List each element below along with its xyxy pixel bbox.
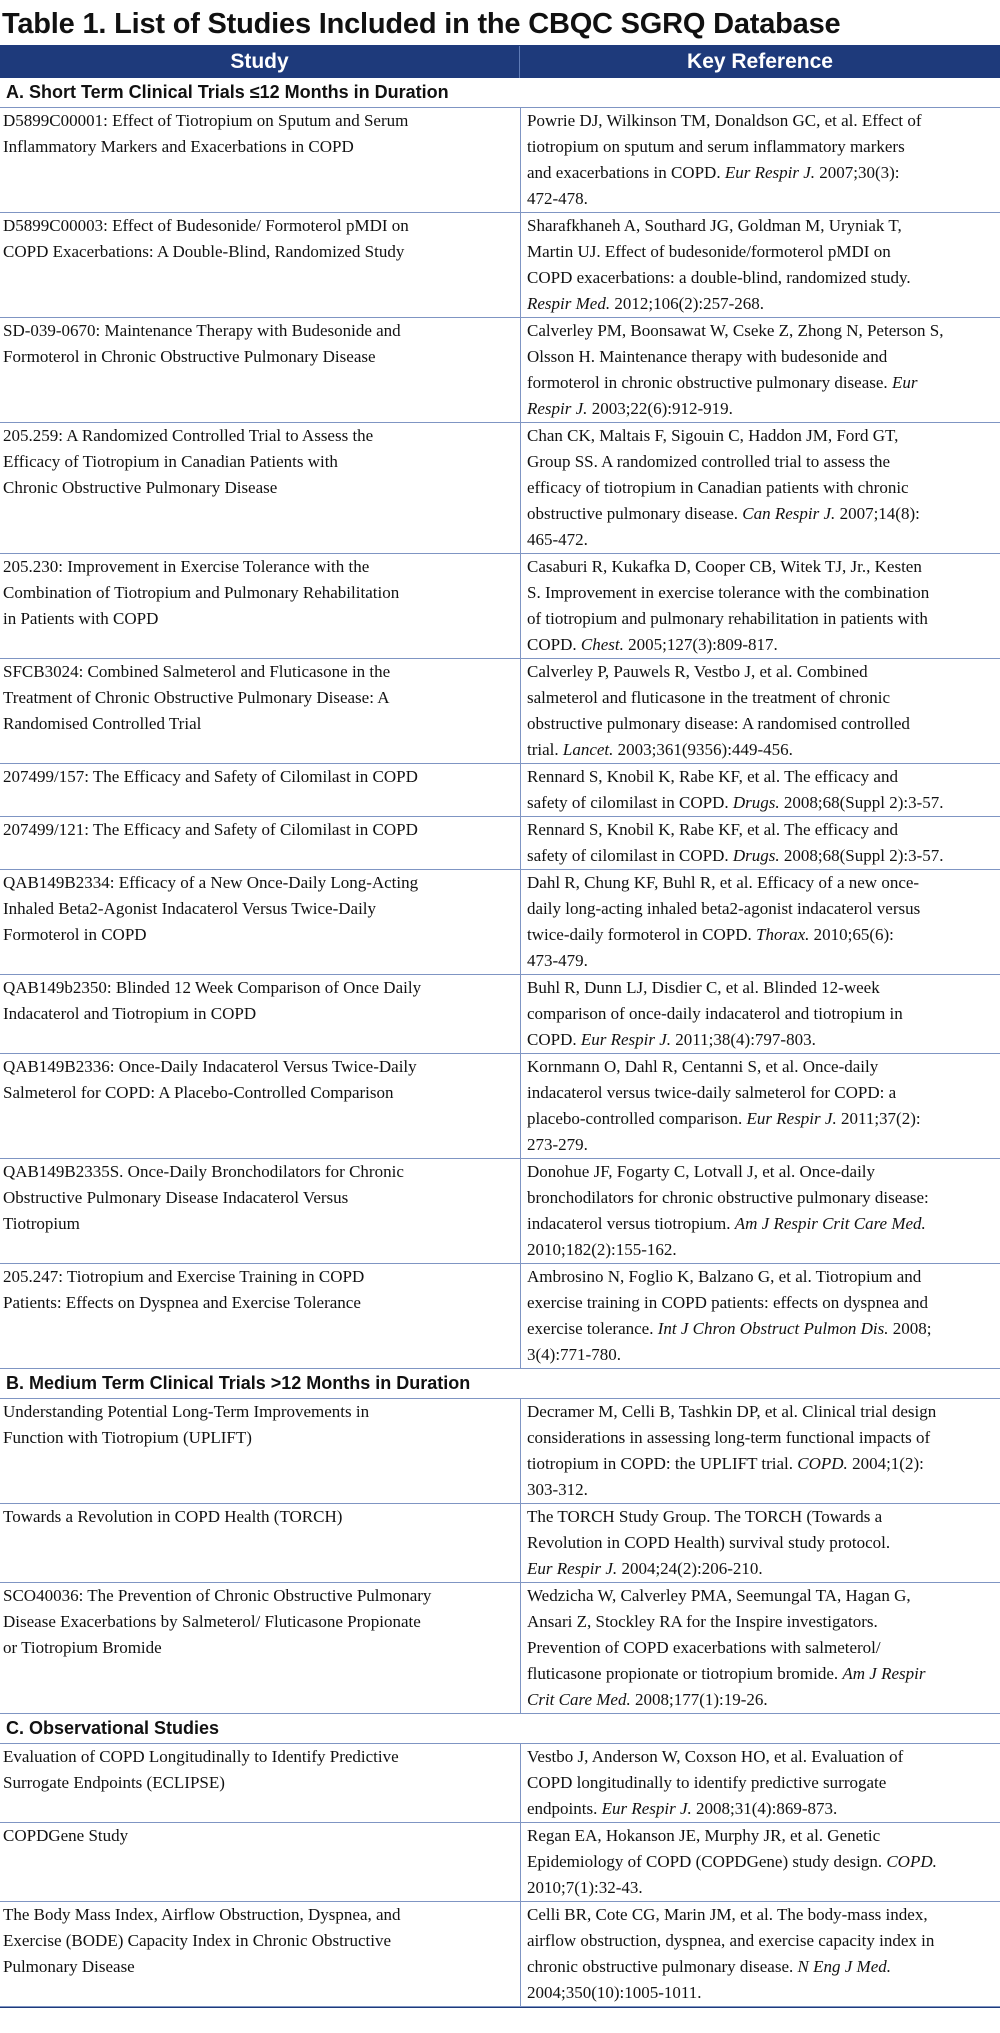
study-line: Exercise (BODE) Capacity Index in Chronic Obstructive bbox=[3, 1931, 392, 1950]
reference-cell bbox=[521, 1902, 1000, 2006]
reference-text: indacaterol versus twice-daily salmeterol for COPD: a bbox=[527, 1083, 897, 1102]
study-cell bbox=[0, 1054, 521, 1158]
reference-text: Calverley P, Pauwels R, Vestbo J, et al. Combined bbox=[527, 662, 868, 681]
journal-name: Thorax. bbox=[756, 925, 810, 944]
reference-text: Dahl R, Chung KF, Buhl R, et al. Efficacy of a new once- bbox=[527, 873, 920, 892]
study-line: Randomised Controlled Trial bbox=[3, 714, 202, 733]
journal-name: Am J Respir bbox=[842, 1664, 926, 1683]
reference-text: 2012;106(2):257-268. bbox=[610, 294, 765, 313]
reference-text: exercise training in COPD patients: effects on dyspnea and bbox=[527, 1293, 928, 1312]
reference-line bbox=[527, 1342, 996, 1368]
reference-text: Chan CK, Maltais F, Sigouin C, Haddon JM, Ford GT, bbox=[527, 426, 899, 445]
reference-cell bbox=[521, 1744, 1000, 1822]
table-title: Table 1. List of Studies Included in the CBQC SGRQ Database bbox=[2, 8, 841, 40]
reference-text: chronic obstructive pulmonary disease. bbox=[527, 1957, 798, 1976]
reference-cell bbox=[521, 1054, 1000, 1158]
reference-line bbox=[527, 685, 996, 711]
reference-text: 2008;68(Suppl 2):3-57. bbox=[779, 846, 944, 865]
journal-name: Crit Care Med. bbox=[527, 1690, 631, 1709]
study-line: Salmeterol for COPD: A Placebo-Controlled Comparison bbox=[3, 1083, 394, 1102]
table-row bbox=[0, 1583, 1000, 1714]
reference-text: COPD. bbox=[527, 1030, 581, 1049]
reference-line bbox=[527, 1530, 996, 1556]
reference-line bbox=[527, 449, 996, 475]
reference-cell bbox=[521, 1399, 1000, 1503]
reference-line bbox=[527, 1928, 996, 1954]
journal-name: Drugs. bbox=[732, 846, 780, 865]
reference-text: Ambrosino N, Foglio K, Balzano G, et al. Tiotropium and bbox=[527, 1267, 922, 1286]
reference-cell bbox=[521, 108, 1000, 212]
study-cell bbox=[0, 1264, 521, 1368]
reference-line bbox=[527, 1106, 996, 1132]
section-heading: B. Medium Term Clinical Trials >12 Months in Duration bbox=[0, 1369, 1000, 1399]
reference-text: 472-478. bbox=[527, 189, 588, 208]
reference-line bbox=[527, 737, 996, 763]
study-line: Towards a Revolution in COPD Health (TORCH) bbox=[3, 1507, 343, 1526]
study-line: QAB149B2334: Efficacy of a New Once-Daily Long-Acting bbox=[3, 873, 419, 892]
reference-line bbox=[527, 1451, 996, 1477]
study-line: Combination of Tiotropium and Pulmonary Rehabilitation bbox=[3, 583, 400, 602]
reference-cell bbox=[521, 1823, 1000, 1901]
reference-text: twice-daily formoterol in COPD. bbox=[527, 925, 756, 944]
table-row bbox=[0, 1504, 1000, 1583]
reference-text: 2008;177(1):19-26. bbox=[630, 1690, 768, 1709]
reference-text: placebo-controlled comparison. bbox=[527, 1109, 747, 1128]
journal-name: Respir J. bbox=[527, 399, 588, 418]
reference-text: obstructive pulmonary disease: A randomised controlled bbox=[527, 714, 910, 733]
reference-cell bbox=[521, 554, 1000, 658]
study-cell bbox=[0, 1823, 521, 1901]
reference-line bbox=[527, 1001, 996, 1027]
study-line: Inflammatory Markers and Exacerbations in COPD bbox=[3, 137, 354, 156]
reference-cell bbox=[521, 764, 1000, 816]
reference-cell bbox=[521, 1583, 1000, 1713]
reference-text: trial. bbox=[527, 740, 563, 759]
study-line: SD-039-0670: Maintenance Therapy with Budesonide and bbox=[3, 321, 401, 340]
reference-text: Kornmann O, Dahl R, Centanni S, et al. Once-daily bbox=[527, 1057, 879, 1076]
reference-text: COPD exacerbations: a double-blind, randomized study. bbox=[527, 268, 911, 287]
study-cell bbox=[0, 975, 521, 1053]
reference-line bbox=[527, 1185, 996, 1211]
reference-text: Vestbo J, Anderson W, Coxson HO, et al. Evaluation of bbox=[527, 1747, 904, 1766]
reference-text: 2003;22(6):912-919. bbox=[587, 399, 733, 418]
study-line: QAB149B2336: Once-Daily Indacaterol Versus Twice-Daily bbox=[3, 1057, 417, 1076]
reference-line bbox=[527, 1980, 996, 2006]
reference-line bbox=[527, 1132, 996, 1158]
table-row bbox=[0, 870, 1000, 975]
study-line: 205.230: Improvement in Exercise Tolerance with the bbox=[3, 557, 370, 576]
study-line: QAB149B2335S. Once-Daily Bronchodilators for Chronic bbox=[3, 1162, 404, 1181]
reference-line bbox=[527, 1425, 996, 1451]
reference-text: Casaburi R, Kukafka D, Cooper CB, Witek TJ, Jr., Kesten bbox=[527, 557, 922, 576]
reference-text: tiotropium on sputum and serum inflammatory markers bbox=[527, 137, 905, 156]
reference-line bbox=[527, 1477, 996, 1503]
reference-text: Rennard S, Knobil K, Rabe KF, et al. The efficacy and bbox=[527, 820, 898, 839]
reference-line bbox=[527, 1635, 996, 1661]
table-body bbox=[0, 78, 1000, 2007]
reference-text: S. Improvement in exercise tolerance with the combination bbox=[527, 583, 930, 602]
reference-text: 2004;24(2):206-210. bbox=[617, 1559, 763, 1578]
reference-line bbox=[527, 1954, 996, 1980]
reference-text: Olsson H. Maintenance therapy with budesonide and bbox=[527, 347, 888, 366]
reference-line bbox=[527, 948, 996, 974]
reference-text: Revolution in COPD Health) survival study protocol. bbox=[527, 1533, 891, 1552]
study-cell bbox=[0, 659, 521, 763]
reference-line bbox=[527, 1290, 996, 1316]
reference-line bbox=[527, 580, 996, 606]
section-heading: C. Observational Studies bbox=[0, 1714, 1000, 1744]
reference-text: Ansari Z, Stockley RA for the Inspire investigators. bbox=[527, 1612, 878, 1631]
reference-cell bbox=[521, 423, 1000, 553]
study-line: SFCB3024: Combined Salmeterol and Fluticasone in the bbox=[3, 662, 391, 681]
study-cell bbox=[0, 213, 521, 317]
reference-line bbox=[527, 896, 996, 922]
journal-name: Am J Respir Crit Care Med. bbox=[734, 1214, 926, 1233]
journal-name: COPD. bbox=[886, 1852, 937, 1871]
reference-line bbox=[527, 1237, 996, 1263]
reference-text: Buhl R, Dunn LJ, Disdier C, et al. Blinded 12-week bbox=[527, 978, 880, 997]
reference-text: Sharafkhaneh A, Southard JG, Goldman M, Uryniak T, bbox=[527, 216, 902, 235]
journal-name: Eur bbox=[891, 373, 918, 392]
table-row bbox=[0, 423, 1000, 554]
study-line: Indacaterol and Tiotropium in COPD bbox=[3, 1004, 257, 1023]
study-line: COPDGene Study bbox=[3, 1826, 129, 1845]
reference-line bbox=[527, 1399, 996, 1425]
journal-name: Lancet. bbox=[562, 740, 614, 759]
reference-text: 2011;38(4):797-803. bbox=[671, 1030, 816, 1049]
study-line: Treatment of Chronic Obstructive Pulmonary Disease: A bbox=[3, 688, 390, 707]
reference-text: efficacy of tiotropium in Canadian patients with chronic bbox=[527, 478, 909, 497]
study-line: 205.259: A Randomized Controlled Trial to Assess the bbox=[3, 426, 374, 445]
reference-line bbox=[527, 843, 996, 869]
table-row bbox=[0, 1902, 1000, 2007]
reference-text: Group SS. A randomized controlled trial to assess the bbox=[527, 452, 891, 471]
study-line: Obstructive Pulmonary Disease Indacaterol Versus bbox=[3, 1188, 349, 1207]
study-line: Efficacy of Tiotropium in Canadian Patients with bbox=[3, 452, 338, 471]
journal-name: Eur Respir J. bbox=[724, 163, 816, 182]
journal-name: Can Respir J. bbox=[742, 504, 836, 523]
reference-line bbox=[527, 1054, 996, 1080]
reference-line bbox=[527, 370, 996, 396]
study-line: Disease Exacerbations by Salmeterol/ Fluticasone Propionate bbox=[3, 1612, 421, 1631]
reference-cell bbox=[521, 870, 1000, 974]
reference-line bbox=[527, 1504, 996, 1530]
study-line: Chronic Obstructive Pulmonary Disease bbox=[3, 478, 278, 497]
table-row bbox=[0, 764, 1000, 817]
reference-line bbox=[527, 423, 996, 449]
reference-line bbox=[527, 790, 996, 816]
reference-text: The TORCH Study Group. The TORCH (Towards a bbox=[527, 1507, 883, 1526]
reference-cell bbox=[521, 1159, 1000, 1263]
reference-line bbox=[527, 239, 996, 265]
reference-line bbox=[527, 870, 996, 896]
reference-line bbox=[527, 1080, 996, 1106]
reference-line bbox=[527, 1796, 996, 1822]
study-line: COPD Exacerbations: A Double-Blind, Randomized Study bbox=[3, 242, 405, 261]
studies-table bbox=[0, 45, 1000, 2008]
reference-text: and exacerbations in COPD. bbox=[527, 163, 725, 182]
journal-name: Eur Respir J. bbox=[580, 1030, 672, 1049]
journal-name: Eur Respir J. bbox=[527, 1559, 618, 1578]
reference-cell bbox=[521, 975, 1000, 1053]
reference-text: 2005;127(3):809-817. bbox=[623, 635, 778, 654]
reference-text: formoterol in chronic obstructive pulmonary disease. bbox=[527, 373, 892, 392]
reference-text: fluticasone propionate or tiotropium bromide. bbox=[527, 1664, 843, 1683]
reference-cell bbox=[521, 817, 1000, 869]
study-cell bbox=[0, 1902, 521, 2006]
reference-text: obstructive pulmonary disease. bbox=[527, 504, 743, 523]
reference-text: safety of cilomilast in COPD. bbox=[527, 793, 733, 812]
reference-cell bbox=[521, 213, 1000, 317]
reference-text: Regan EA, Hokanson JE, Murphy JR, et al. Genetic bbox=[527, 1826, 881, 1845]
reference-text: of tiotropium and pulmonary rehabilitation in patients with bbox=[527, 609, 928, 628]
study-line: Patients: Effects on Dyspnea and Exercise Tolerance bbox=[3, 1293, 361, 1312]
reference-line bbox=[527, 475, 996, 501]
reference-text: Calverley PM, Boonsawat W, Cseke Z, Zhong N, Peterson S, bbox=[527, 321, 944, 340]
reference-line bbox=[527, 922, 996, 948]
reference-text: Rennard S, Knobil K, Rabe KF, et al. The efficacy and bbox=[527, 767, 898, 786]
reference-text: salmeterol and fluticasone in the treatment of chronic bbox=[527, 688, 891, 707]
journal-name: COPD. bbox=[797, 1454, 848, 1473]
reference-line bbox=[527, 1264, 996, 1290]
study-cell bbox=[0, 817, 521, 869]
reference-line bbox=[527, 186, 996, 212]
reference-text: 2010;65(6): bbox=[809, 925, 894, 944]
study-cell bbox=[0, 554, 521, 658]
reference-line bbox=[527, 659, 996, 685]
journal-name: Eur Respir J. bbox=[601, 1799, 692, 1818]
reference-line bbox=[527, 1849, 996, 1875]
reference-text: airflow obstruction, dyspnea, and exercise capacity index in bbox=[527, 1931, 935, 1950]
journal-name: Respir Med. bbox=[527, 294, 611, 313]
reference-line bbox=[527, 213, 996, 239]
reference-text: tiotropium in COPD: the UPLIFT trial. bbox=[527, 1454, 798, 1473]
study-line: Evaluation of COPD Longitudinally to Identify Predictive bbox=[3, 1747, 399, 1766]
table-row bbox=[0, 659, 1000, 764]
reference-text: 465-472. bbox=[527, 530, 588, 549]
study-cell bbox=[0, 423, 521, 553]
reference-text: daily long-acting inhaled beta2-agonist indacaterol versus bbox=[527, 899, 921, 918]
reference-text: Donohue JF, Fogarty C, Lotvall J, et al. Once-daily bbox=[527, 1162, 876, 1181]
reference-text: Martin UJ. Effect of budesonide/formoterol pMDI on bbox=[527, 242, 891, 261]
table-row bbox=[0, 1264, 1000, 1369]
table-row bbox=[0, 1744, 1000, 1823]
reference-text: 2004;350(10):1005-1011. bbox=[527, 1983, 702, 2002]
reference-text: Wedzicha W, Calverley PMA, Seemungal TA, Hagan G, bbox=[527, 1586, 911, 1605]
reference-cell bbox=[521, 1504, 1000, 1582]
study-line: D5899C00003: Effect of Budesonide/ Formoterol pMDI on bbox=[3, 216, 409, 235]
study-line: or Tiotropium Bromide bbox=[3, 1638, 162, 1657]
reference-cell bbox=[521, 318, 1000, 422]
reference-line bbox=[527, 1902, 996, 1928]
reference-text: exercise tolerance. bbox=[527, 1319, 658, 1338]
journal-name: N Eng J Med. bbox=[797, 1957, 891, 1976]
study-cell bbox=[0, 1159, 521, 1263]
table-row bbox=[0, 975, 1000, 1054]
reference-line bbox=[527, 1744, 996, 1770]
reference-line bbox=[527, 1027, 996, 1053]
study-line: Pulmonary Disease bbox=[3, 1957, 135, 1976]
header-study: Study bbox=[0, 46, 520, 78]
reference-cell bbox=[521, 659, 1000, 763]
study-line: SCO40036: The Prevention of Chronic Obstructive Pulmonary bbox=[3, 1586, 432, 1605]
reference-text: COPD. bbox=[527, 635, 581, 654]
reference-line bbox=[527, 1770, 996, 1796]
study-cell bbox=[0, 108, 521, 212]
reference-text: considerations in assessing long-term functional impacts of bbox=[527, 1428, 931, 1447]
reference-line bbox=[527, 1583, 996, 1609]
reference-line bbox=[527, 108, 996, 134]
journal-name: Chest. bbox=[580, 635, 624, 654]
reference-line bbox=[527, 606, 996, 632]
reference-text: 2008; bbox=[888, 1319, 932, 1338]
header-key-reference: Key Reference bbox=[687, 50, 833, 73]
table-row bbox=[0, 1159, 1000, 1264]
reference-line bbox=[527, 1875, 996, 1901]
table-row bbox=[0, 1399, 1000, 1504]
reference-text: safety of cilomilast in COPD. bbox=[527, 846, 733, 865]
study-line: Formoterol in COPD bbox=[3, 925, 147, 944]
reference-line bbox=[527, 1661, 996, 1687]
reference-text: 3(4):771-780. bbox=[527, 1345, 621, 1364]
table-row bbox=[0, 1823, 1000, 1902]
reference-text: 473-479. bbox=[527, 951, 588, 970]
study-cell bbox=[0, 1399, 521, 1503]
reference-text: endpoints. bbox=[527, 1799, 602, 1818]
study-cell bbox=[0, 1583, 521, 1713]
study-line: Understanding Potential Long-Term Improvements in bbox=[3, 1402, 370, 1421]
reference-text: Celli BR, Cote CG, Marin JM, et al. The body-mass index, bbox=[527, 1905, 928, 1924]
reference-line bbox=[527, 817, 996, 843]
journal-name: Int J Chron Obstruct Pulmon Dis. bbox=[657, 1319, 889, 1338]
table-row bbox=[0, 318, 1000, 423]
reference-line bbox=[527, 527, 996, 553]
study-line: 207499/121: The Efficacy and Safety of Cilomilast in COPD bbox=[3, 820, 418, 839]
reference-text: 2004;1(2): bbox=[847, 1454, 924, 1473]
reference-line bbox=[527, 160, 996, 186]
reference-text: Prevention of COPD exacerbations with salmeterol/ bbox=[527, 1638, 881, 1657]
table-row bbox=[0, 1054, 1000, 1159]
reference-line bbox=[527, 396, 996, 422]
reference-text: Powrie DJ, Wilkinson TM, Donaldson GC, et al. Effect of bbox=[527, 111, 922, 130]
study-line: 205.247: Tiotropium and Exercise Training in COPD bbox=[3, 1267, 365, 1286]
table-header bbox=[0, 45, 1000, 78]
study-line: Tiotropium bbox=[3, 1214, 80, 1233]
table-row bbox=[0, 213, 1000, 318]
reference-text: 2010;7(1):32-43. bbox=[527, 1878, 643, 1897]
study-cell bbox=[0, 870, 521, 974]
reference-text: 303-312. bbox=[527, 1480, 588, 1499]
study-line: D5899C00001: Effect of Tiotropium on Sputum and Serum bbox=[3, 111, 409, 130]
study-line: Function with Tiotropium (UPLIFT) bbox=[3, 1428, 252, 1447]
reference-text: Decramer M, Celli B, Tashkin DP, et al. Clinical trial design bbox=[527, 1402, 937, 1421]
table-row bbox=[0, 817, 1000, 870]
reference-text: comparison of once-daily indacaterol and tiotropium in bbox=[527, 1004, 903, 1023]
reference-text: indacaterol versus tiotropium. bbox=[527, 1214, 735, 1233]
study-line: Surrogate Endpoints (ECLIPSE) bbox=[3, 1773, 225, 1792]
reference-line bbox=[527, 1556, 996, 1582]
reference-line bbox=[527, 1316, 996, 1342]
reference-text: 2008;31(4):869-873. bbox=[691, 1799, 838, 1818]
reference-line bbox=[527, 975, 996, 1001]
study-line: QAB149b2350: Blinded 12 Week Comparison of Once Daily bbox=[3, 978, 422, 997]
reference-text: 2003;361(9356):449-456. bbox=[613, 740, 793, 759]
reference-line bbox=[527, 554, 996, 580]
reference-line bbox=[527, 1159, 996, 1185]
reference-line bbox=[527, 291, 996, 317]
study-line: in Patients with COPD bbox=[3, 609, 159, 628]
reference-line bbox=[527, 711, 996, 737]
reference-line bbox=[527, 265, 996, 291]
study-line: Inhaled Beta2-Agonist Indacaterol Versus Twice-Daily bbox=[3, 899, 377, 918]
study-line: 207499/157: The Efficacy and Safety of Cilomilast in COPD bbox=[3, 767, 418, 786]
journal-name: Eur Respir J. bbox=[746, 1109, 837, 1128]
reference-text: 2008;68(Suppl 2):3-57. bbox=[779, 793, 944, 812]
reference-text: 2010;182(2):155-162. bbox=[527, 1240, 677, 1259]
reference-text: 2007;30(3): bbox=[815, 163, 900, 182]
journal-name: Drugs. bbox=[732, 793, 780, 812]
reference-line bbox=[527, 318, 996, 344]
study-line: Formoterol in Chronic Obstructive Pulmonary Disease bbox=[3, 347, 376, 366]
study-cell bbox=[0, 1744, 521, 1822]
study-cell bbox=[0, 1504, 521, 1582]
section-heading: A. Short Term Clinical Trials ≤12 Months in Duration bbox=[0, 78, 1000, 108]
study-cell bbox=[0, 764, 521, 816]
reference-line bbox=[527, 1823, 996, 1849]
table-row bbox=[0, 108, 1000, 213]
table-bottom-rule bbox=[0, 2007, 1000, 2008]
reference-cell bbox=[521, 1264, 1000, 1368]
reference-line bbox=[527, 344, 996, 370]
reference-line bbox=[527, 501, 996, 527]
study-cell bbox=[0, 318, 521, 422]
table-row bbox=[0, 554, 1000, 659]
reference-text: Epidemiology of COPD (COPDGene) study design. bbox=[527, 1852, 887, 1871]
reference-text: COPD longitudinally to identify predictive surrogate bbox=[527, 1773, 887, 1792]
reference-line bbox=[527, 134, 996, 160]
reference-text: 2011;37(2): bbox=[836, 1109, 921, 1128]
reference-line bbox=[527, 632, 996, 658]
reference-text: 273-279. bbox=[527, 1135, 588, 1154]
reference-line bbox=[527, 1609, 996, 1635]
reference-line bbox=[527, 1211, 996, 1237]
reference-text: bronchodilators for chronic obstructive pulmonary disease: bbox=[527, 1188, 929, 1207]
reference-line bbox=[527, 764, 996, 790]
study-line: The Body Mass Index, Airflow Obstruction, Dyspnea, and bbox=[3, 1905, 401, 1924]
reference-text: 2007;14(8): bbox=[835, 504, 920, 523]
reference-line bbox=[527, 1687, 996, 1713]
